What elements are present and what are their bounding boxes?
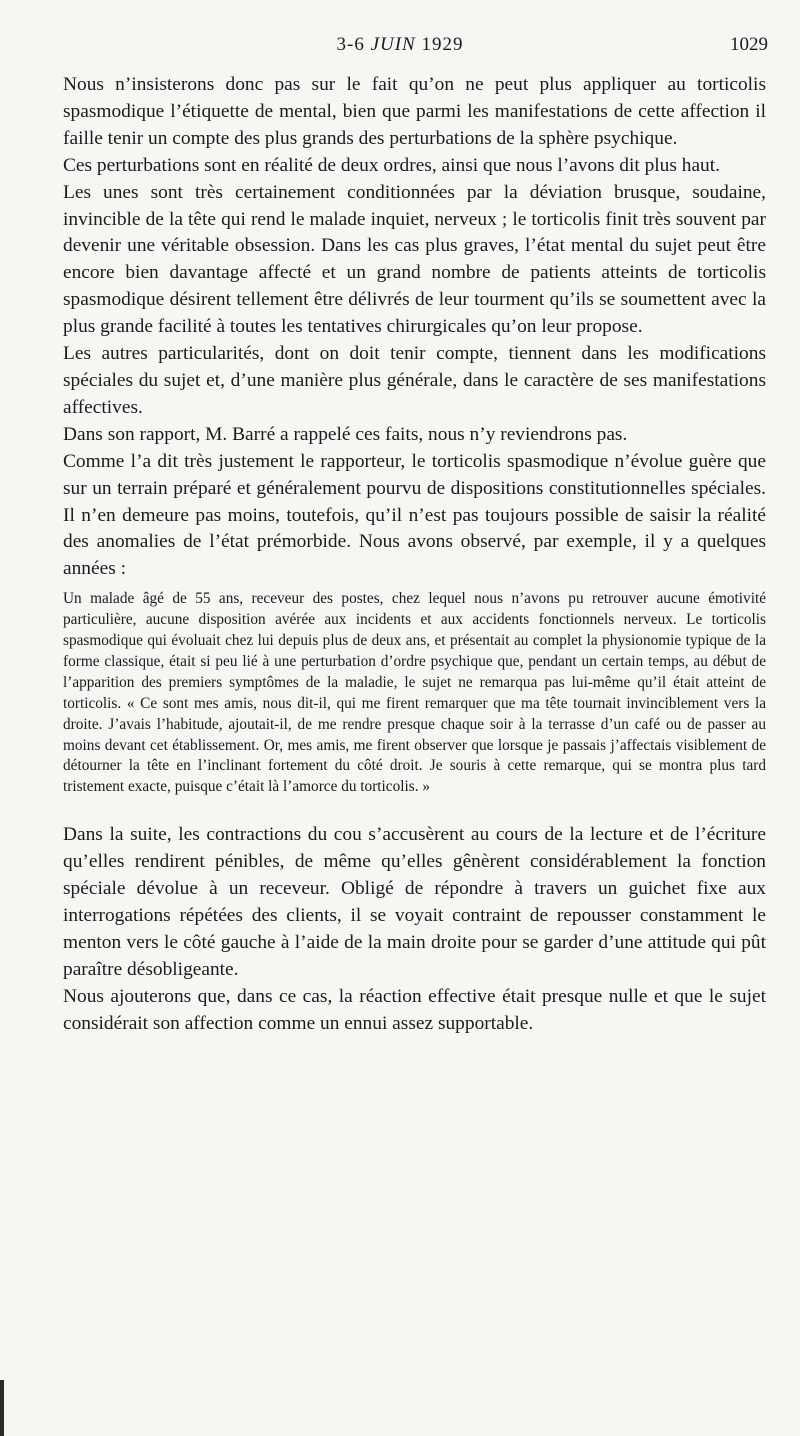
paragraph: Nous n’insisterons donc pas sur le fait qu’on ne peut plus appliquer au torticolis spasmodique l’étiquette de mental, bien que parmi les manifestations de cette affection il faille tenir un compte des plus grands des perturbations de la sphère psychique. — [63, 74, 766, 149]
paragraph: Les unes sont très certainement conditionnées par la déviation brusque, soudaine, invincible de la tête qui rend le malade inquiet, nerveux ; le torticolis finit très souvent par devenir une véritable obsession. Dans les cas plus graves, l’état mental du sujet peut être encore bien davantage affecté et un grand nombre de patients atteints de torticolis spasmodique désirent tellement être délivrés de leur tourment qu’ils se soumettent avec la plus grande facilité à toutes les tentatives chirurgicales qu’on leur propose. — [63, 181, 766, 338]
paragraph: Les autres particularités, dont on doit tenir compte, tiennent dans les modifications spéciales du sujet et, d’une manière plus générale, dans le caractère de ses manifestations affectives. — [63, 343, 766, 418]
date-day: 3-6 — [336, 34, 371, 55]
paragraph: Ces perturbations sont en réalité de deux ordres, ainsi que nous l’avons dit plus haut. — [63, 154, 720, 176]
case-observation-quote: Un malade âgé de 55 ans, receveur des postes, chez lequel nous n’avons pu retrouver aucune émotivité particulière, aucune disposition avérée aux incidents et aux accidents fonctionnels nerveux. Le torticolis spasmodique qui évoluait chez lui depuis plus de deux ans, et présentait au complet la physionomie typique de la forme classique, était si peu lié à une perturbation d’ordre psychique que, pendant un certain temps, au début de l’apparition des premiers symptômes de la maladie, le sujet ne remarqua pas lui-même qu’il était atteint de torticolis. « Ce sont mes amis, nous dit-il, qui me firent remarquer que ma tête tournait invinciblement vers la droite. J’avais l’habitude, ajoutait-il, de me rendre presque chaque soir à la terrasse d’un café ou de passer au moins devant cet établissement. Or, mes amis, me firent observer que lorsque je passais j’affectais visiblement de détourner la tête en l’inclinant fortement du côté droit. Je souris à cette remarque, qui se montra plus tard tristement exacte, puisque c’était là l’amorce du torticolis. » — [63, 590, 766, 796]
page-number: 1029 — [730, 34, 768, 55]
date-month: JUIN — [370, 34, 416, 55]
issue-date — [0, 34, 800, 56]
article-body — [63, 72, 766, 1038]
running-header — [0, 34, 800, 60]
paragraph: Dans la suite, les contractions du cou s’accusèrent au cours de la lecture et de l’écriture qu’elles rendirent pénibles, de même qu’elles gênèrent considérablement la fonction spéciale dévolue à un receveur. Obligé de répondre à travers un guichet fixe aux interrogations répétées des clients, il se voyait contraint de repousser constamment le menton vers le côté gauche à l’aide de la main droite pour se garder d’une attitude qui pût paraître désobligeante. — [63, 824, 766, 980]
scan-edge-mark — [0, 1380, 4, 1436]
paragraph: Nous ajouterons que, dans ce cas, la réaction effective était presque nulle et que le sujet considérait son affection comme un ennui assez supportable. — [63, 985, 766, 1034]
date-year: 1929 — [415, 34, 464, 55]
paragraph: Dans son rapport, M. Barré a rappelé ces faits, nous n’y reviendrons pas. — [63, 423, 628, 445]
paragraph: Comme l’a dit très justement le rapporteur, le torticolis spasmodique n’évolue guère que sur un terrain préparé et généralement pourvu de dispositions constitutionnelles spéciales. Il n’en demeure pas moins, toutefois, qu’il n’est pas toujours possible de saisir la réalité des anomalies de l’état prémorbide. Nous avons observé, par exemple, il y a quelques années : — [63, 450, 766, 580]
